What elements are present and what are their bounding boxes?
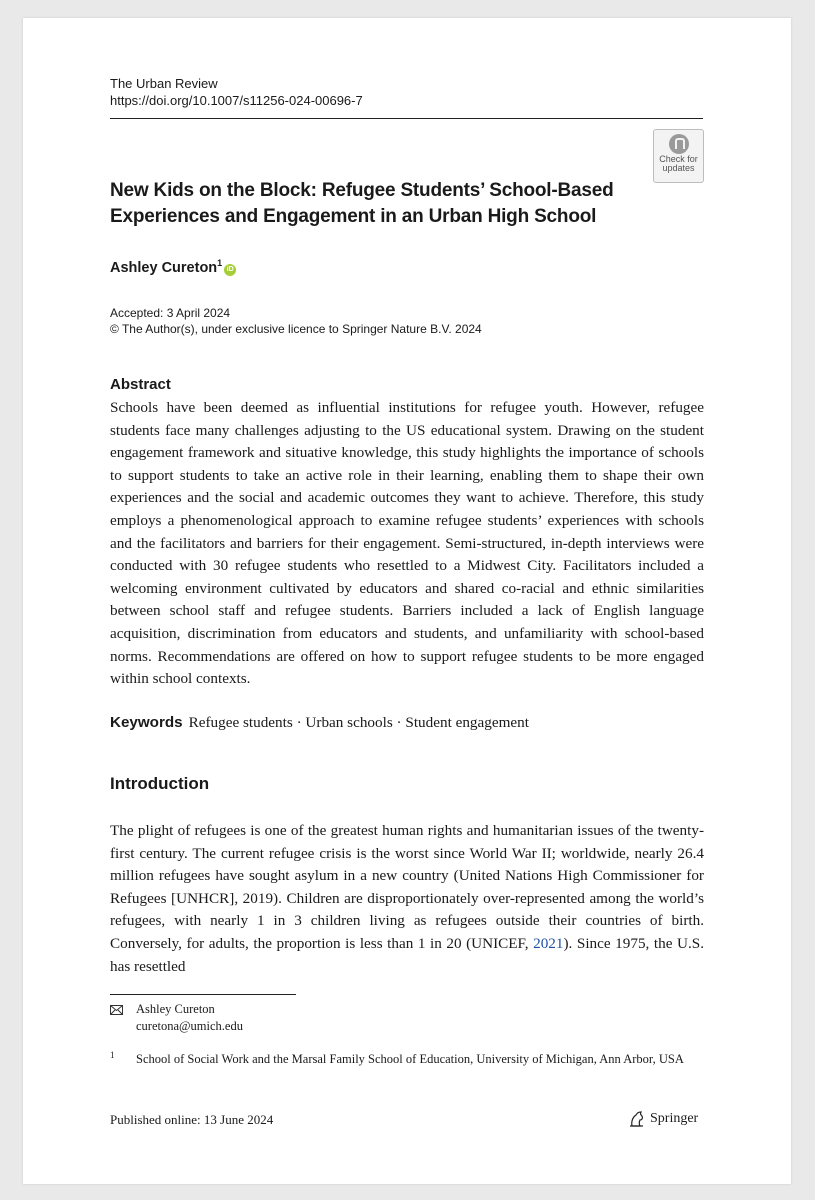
- paper-page: [23, 18, 791, 1184]
- intro-text-before: The plight of refugees is one of the greatest human rights and humanitarian issues of the twenty-first century. The current refugee crisis is the worst since World War II; worldwide, nearly 26.4 million refugees have sought asylum in a new country (United Nations High Commissioner for Refugees [UNHCR], 2019). Children are disproportionately over-represented among the world’s refugees, with nearly 1 in 3 children living as refugees outside their countries of birth. Conversely, for adults, the proportion is less than 1 in 20 (UNICEF,: [110, 822, 704, 952]
- correspondence-name: Ashley Cureton: [136, 1002, 215, 1016]
- keywords-line: [110, 714, 529, 732]
- introduction-heading: Introduction: [110, 774, 210, 793]
- header-rule: [110, 118, 703, 119]
- author-affiliation-mark: 1: [217, 258, 223, 268]
- correspondence-email[interactable]: curetona@umich.edu: [136, 1019, 243, 1033]
- abstract-text: Schools have been deemed as influential institutions for refugee youth. However, refugee students face many challenges adjusting to the US educational system. Drawing on the student engagement framework and situative knowledge, this study highlights the importance of schools to support students to take an active role in their learning, enabling them to shape their own experiences and the social and academic outcomes they want to achieve. Therefore, this study employs a phenomenological approach to examine refugee students’ experiences with schools and the facilitators and barriers for their engagement. Semi-structured, in-depth interviews were conducted with 30 refugee students who resettled to a Midwest City. Facilitators included a welcoming environment cultivated by educators and shared co-racial and ethnic similarities between school staff and refugee students. Barriers included a lack of English language acquisition, discrimination from educators and students, and unfamiliarity with school-based norms. Recommendations are offered on how to support refugee students to be more engaged within school contexts.: [110, 399, 704, 688]
- doi-link[interactable]: https://doi.org/10.1007/s11256-024-00696-7: [110, 93, 363, 108]
- intro-text-after: ). Since 1975, the U.S. has resettled: [110, 934, 704, 975]
- copyright-notice: © The Author(s), under exclusive licence to Springer Nature B.V. 2024: [110, 322, 482, 336]
- bookmark-icon: [669, 134, 689, 154]
- author-line: [110, 258, 236, 276]
- badge-line2: updates: [662, 163, 695, 173]
- introduction-text: [110, 820, 704, 978]
- keywords-text: Refugee students · Urban schools · Student engagement: [188, 714, 529, 731]
- envelope-icon: [110, 1005, 123, 1015]
- publisher-logo: [628, 1110, 698, 1128]
- publisher-name: Springer: [650, 1111, 699, 1126]
- article-title: New Kids on the Block: Refugee Students’ School-Based Experiences and Engagement in an Urban High School: [110, 180, 614, 227]
- footnote-rule: [110, 994, 296, 995]
- keywords-label: Keywords: [110, 714, 183, 731]
- journal-name: The Urban Review: [110, 76, 218, 91]
- affiliation-text: School of Social Work and the Marsal Family School of Education, University of Michigan, Ann Arbor, USA: [136, 1052, 684, 1066]
- abstract-heading: Abstract: [110, 376, 171, 393]
- affiliation-number: 1: [110, 1050, 115, 1060]
- badge-line1: Check for: [659, 154, 698, 164]
- accepted-date: Accepted: 3 April 2024: [110, 306, 231, 320]
- citation-link[interactable]: 2021: [533, 934, 564, 952]
- check-for-updates-badge[interactable]: [653, 129, 704, 183]
- author-name[interactable]: Ashley Cureton: [110, 260, 218, 276]
- published-date: Published online: 13 June 2024: [110, 1112, 274, 1127]
- springer-horse-icon: [628, 1110, 646, 1128]
- orcid-icon[interactable]: iD: [224, 264, 236, 276]
